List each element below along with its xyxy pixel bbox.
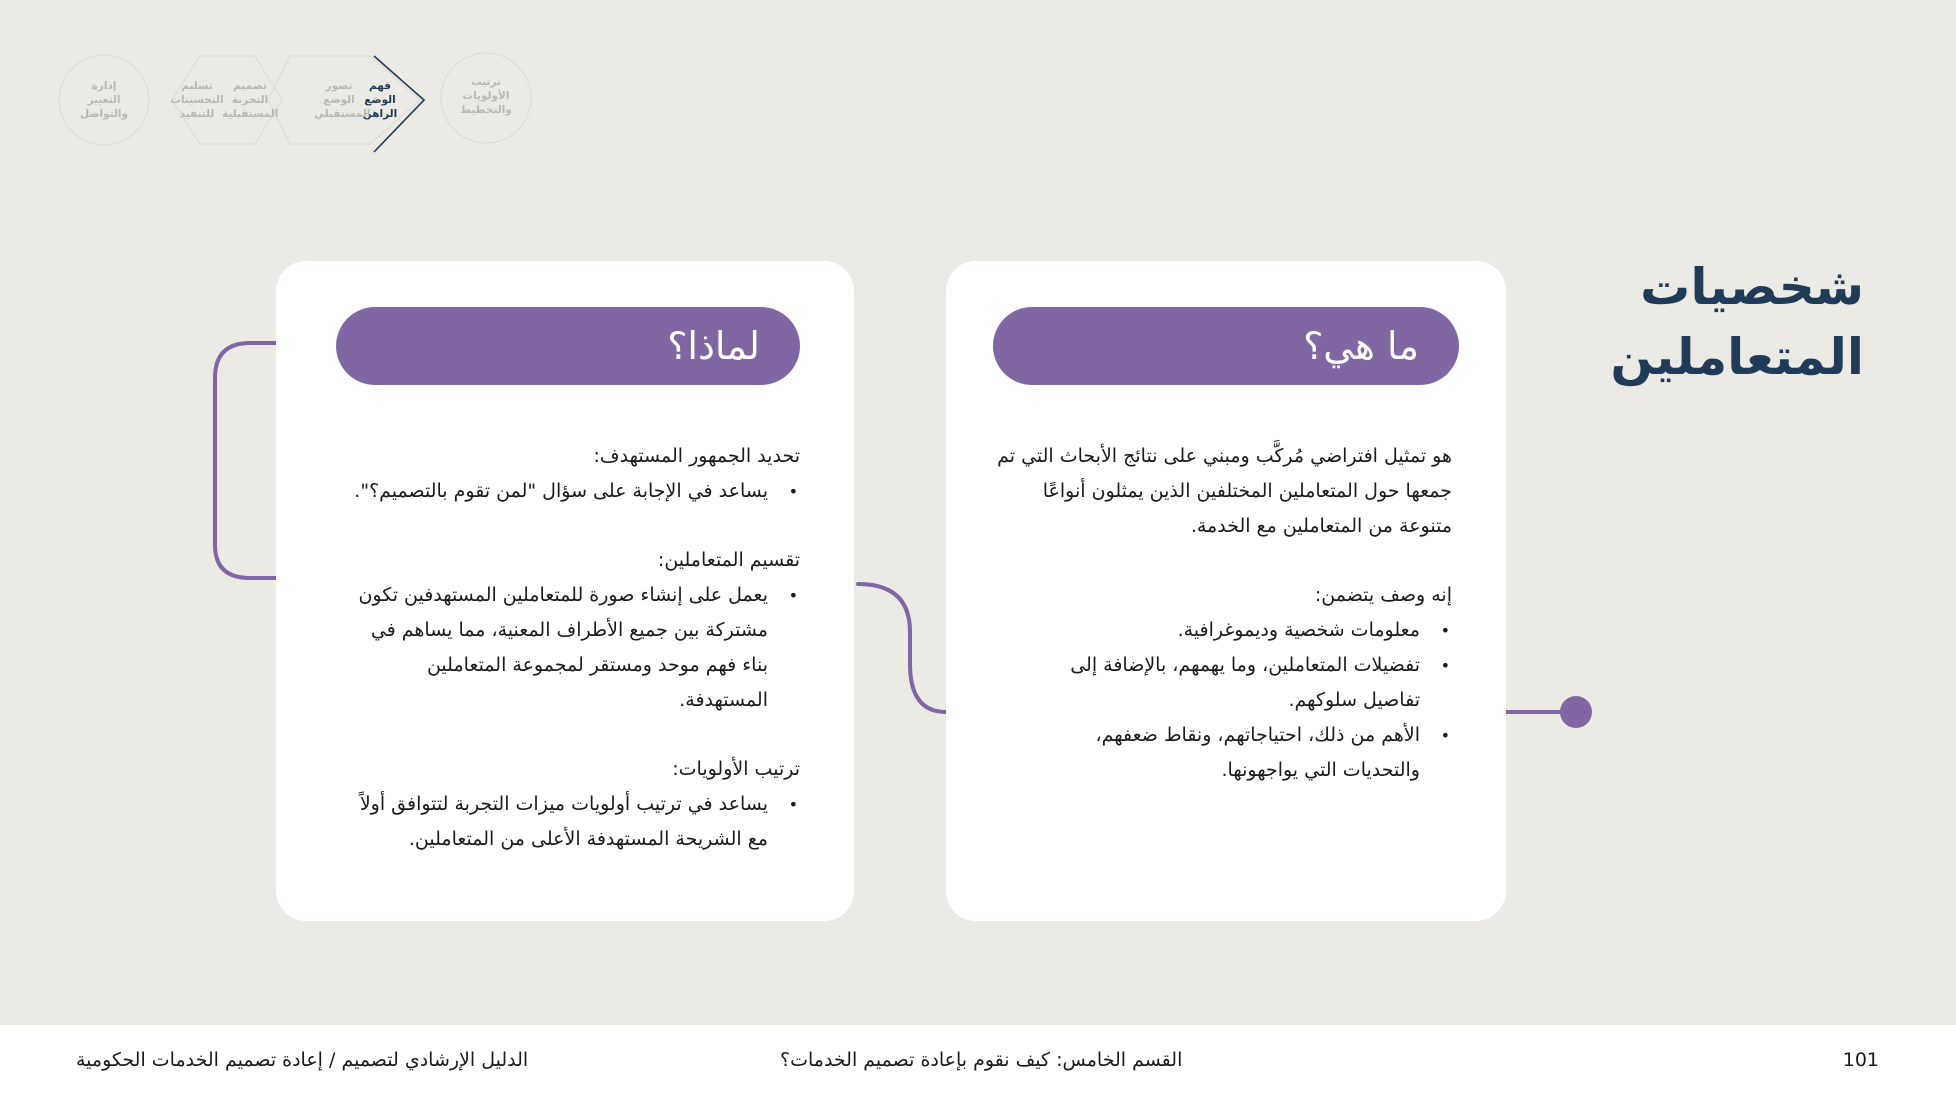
- footer-guide-title: الدليل الإرشادي لتصميم / إعادة تصميم الخدمات الحكومية: [76, 1049, 529, 1071]
- nav-step-design-experience[interactable]: تصميم التجربة المستقبلية: [222, 80, 279, 120]
- connector-left-bracket: [215, 343, 278, 578]
- nav-step-understand-current[interactable]: فهم الوضع الراهن: [362, 80, 398, 120]
- page-title: شخصيات المتعاملين: [1610, 258, 1864, 386]
- section-title: تحديد الجمهور المستهدف:: [593, 445, 800, 467]
- card-what-intro: هو تمثيل افتراضي مُركَّب ومبني على نتائج الأبحاث التي تم جمعها حول المتعاملين المختلفين الذين يمثلون أنواعًا متنوعة من المتعاملين مع الخدمة.: [997, 445, 1452, 537]
- nav-step-envision-future[interactable]: تصور الوضع المستقبلي: [314, 80, 371, 120]
- section-title: تقسيم المتعاملين:: [657, 549, 800, 571]
- card-why-body: [330, 439, 800, 857]
- section-title: ترتيب الأولويات:: [672, 758, 800, 780]
- nav-step-change-management[interactable]: إدارة التغيير والتواصل: [79, 80, 129, 120]
- card-what-bullets: [992, 613, 1452, 788]
- footer-section-title: القسم الخامس: كيف نقوم بإعادة تصميم الخدمات؟: [780, 1049, 1183, 1071]
- list-item: • يساعد في ترتيب أولويات ميزات التجربة لتتوافق أولاً مع الشريحة المستهدفة الأعلى من المتعاملين.: [348, 787, 768, 857]
- card-what-is-it: [946, 261, 1506, 921]
- card-what-includes-label: إنه وصف يتضمن:: [1314, 584, 1452, 606]
- list-item: • يعمل على إنشاء صورة للمتعاملين المستهدفين تكون مشتركة بين جميع الأطراف المعنية، مما يساهم في بناء فهم موحد ومستقر لمجموعة المتعاملين المستهدفة.: [348, 578, 768, 718]
- section-bullets: [330, 578, 800, 718]
- page-number: 101: [1842, 1049, 1879, 1071]
- section-bullets: [330, 474, 800, 509]
- connector-middle: [858, 584, 946, 712]
- card-why-heading: لماذا؟: [336, 307, 800, 385]
- nav-step-deliver-improvements[interactable]: تسليم التحسينات للتنفيذ: [170, 80, 224, 120]
- list-item: • الأهم من ذلك، احتياجاتهم، ونقاط ضعفهم، والتحديات التي يواجهونها.: [1020, 718, 1420, 788]
- card-what-body: [992, 439, 1452, 788]
- connector-dot: [1560, 696, 1592, 728]
- list-item: • معلومات شخصية وديموغرافية.: [992, 613, 1420, 648]
- card-why: [276, 261, 854, 921]
- section-bullets: [330, 787, 800, 857]
- list-item: • تفضيلات المتعاملين، وما يهمهم، بالإضافة إلى تفاصيل سلوكهم.: [1020, 648, 1420, 718]
- nav-step-prioritize[interactable]: ترتيب الأولويات والتخطيط: [460, 76, 512, 116]
- list-item: • يساعد في الإجابة على سؤال "لمن تقوم بالتصميم؟".: [330, 474, 768, 509]
- card-what-heading: ما هي؟: [993, 307, 1459, 385]
- footer: [0, 1025, 1956, 1100]
